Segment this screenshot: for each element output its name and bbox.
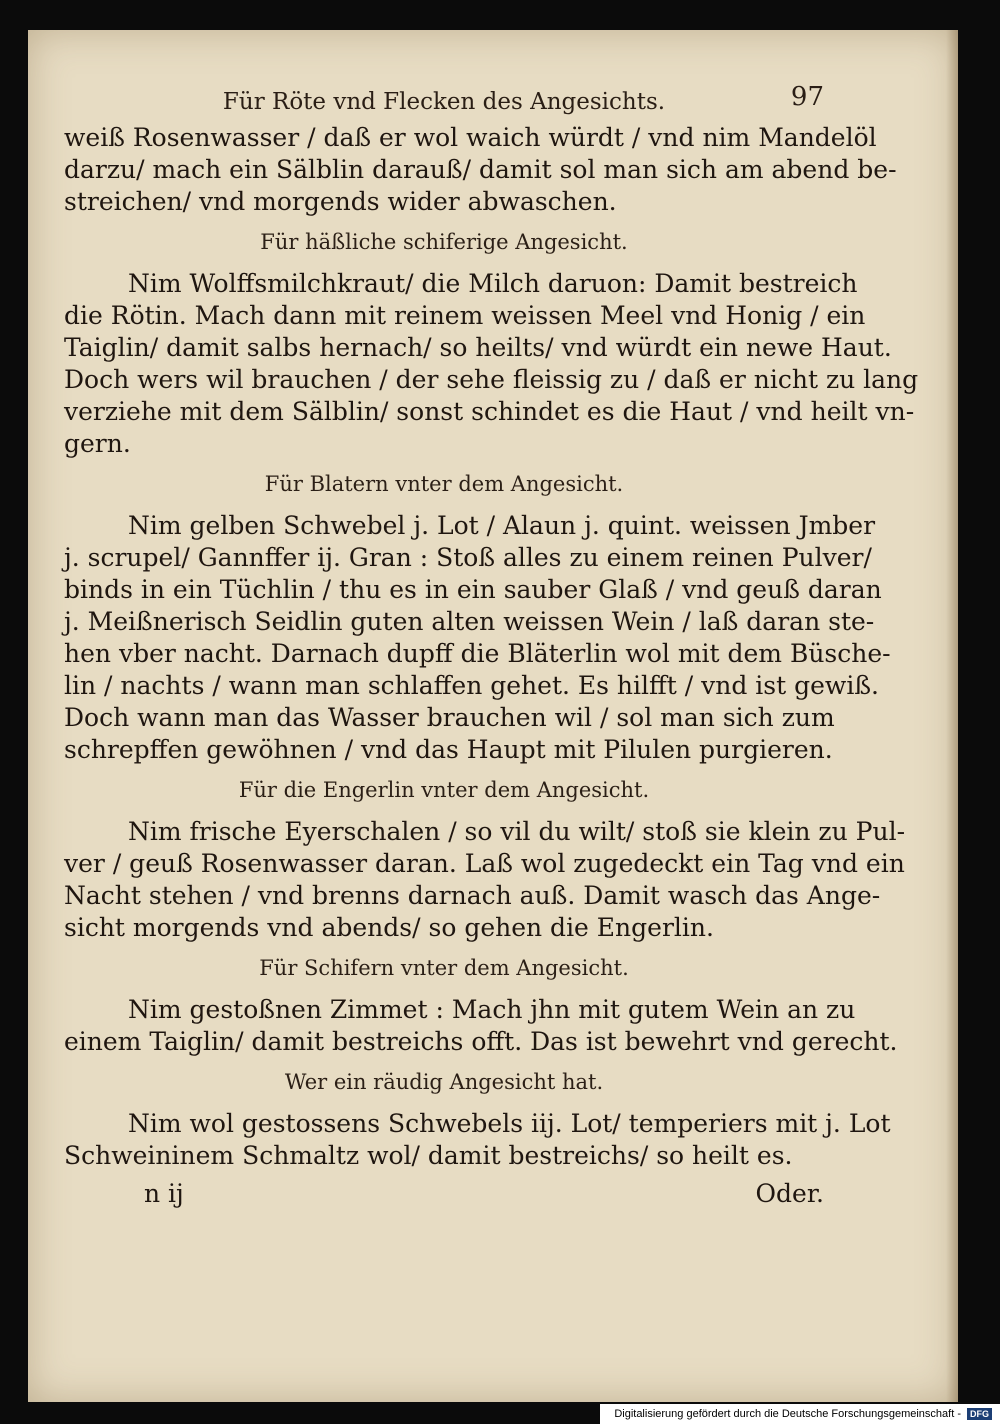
text-line: schrepffen gewöhnen / vnd das Haupt mit Pilulen purgieren. [64,735,833,764]
text-line: darzu/ mach ein Sälblin darauß/ damit sol man sich am abend be- [64,155,897,184]
text-line: die Rötin. Mach dann mit reinem weissen Meel vnd Honig / ein [64,301,866,330]
text-line: ver / geuß Rosenwasser daran. Laß wol zugedeckt ein Tag vnd ein [64,849,905,878]
text-line: lin / nachts / wann man schlaffen gehet. Es hilfft / vnd ist gewiß. [64,671,879,700]
catchword: Oder. [755,1179,824,1208]
digitization-credit [600,1404,1000,1424]
text-line: Nim gestoßnen Zimmet : Mach jhn mit gutem Wein an zu [128,995,856,1024]
text-line: Doch wers wil brauchen / der sehe fleissig zu / daß er nicht zu lang [64,365,919,394]
text-line: Nim Wolffsmilchkraut/ die Milch daruon: Damit bestreich [128,269,858,298]
text-line: Doch wann man das Wasser brauchen wil / sol man sich zum [64,703,835,732]
running-head-text: Für Röte vnd Flecken des Angesichts. [222,89,666,115]
page-edge-shadow [946,30,958,1402]
credit-text: Digitalisierung gefördert durch die Deutsche Forschungsgemeinschaft - [614,1408,961,1420]
signature-mark: n ij [144,1179,184,1208]
text-line: Taiglin/ damit salbs hernach/ so heilts/ vnd würdt ein newe Haut. [64,333,892,362]
text-line: j. Meißnerisch Seidlin guten alten weissen Wein / laß daran ste- [64,607,875,636]
section-heading: Für die Engerlin vnter dem Angesicht. [238,778,650,802]
text-line: weiß Rosenwasser / daß er wol waich würdt / vnd nim Mandelöl [64,123,877,152]
section-heading: Für Schifern vnter dem Angesicht. [259,956,629,980]
text-line: Nim wol gestossens Schwebels iij. Lot/ temperiers mit j. Lot [128,1109,891,1138]
section-heading: Für häßliche schiferige Angesicht. [260,230,628,254]
signature-line [144,1178,824,1210]
text-line: streichen/ vnd morgends wider abwaschen. [64,187,617,216]
page-number: 97 [790,82,824,112]
section-heading: Wer ein räudig Angesicht hat. [284,1070,604,1094]
text-line: j. scrupel/ Gannffer ij. Gran : Stoß alles zu einem reinen Pulver/ [64,543,872,572]
text-line: gern. [64,429,131,458]
text-line: sicht morgends vnd abends/ so gehen die Engerlin. [64,913,714,942]
text-line: einem Taiglin/ damit bestreichs offt. Das ist bewehrt vnd gerecht. [64,1027,898,1056]
text-line: hen vber nacht. Darnach dupff die Bläterlin wol mit dem Büsche- [64,639,891,668]
page-body-text [64,122,919,1210]
text-line: Schweininem Schmaltz wol/ damit bestreichs/ so heilt es. [64,1141,793,1170]
text-line: Nim frische Eyerschalen / so vil du wilt/ stoß sie klein zu Pul- [128,817,906,846]
text-line: binds in ein Tüchlin / thu es in ein sauber Glaß / vnd geuß daran [64,575,882,604]
running-head [64,82,824,122]
text-line: verziehe mit dem Sälblin/ sonst schindet es die Haut / vnd heilt vn- [64,397,915,426]
dfg-logo: DFG [967,1408,992,1420]
text-line: Nim gelben Schwebel j. Lot / Alaun j. quint. weissen Jmber [128,511,876,540]
section-heading: Für Blatern vnter dem Angesicht. [264,472,624,496]
text-line: Nacht stehen / vnd brenns darnach auß. Damit wasch das Ange- [64,881,881,910]
book-page [28,30,958,1402]
